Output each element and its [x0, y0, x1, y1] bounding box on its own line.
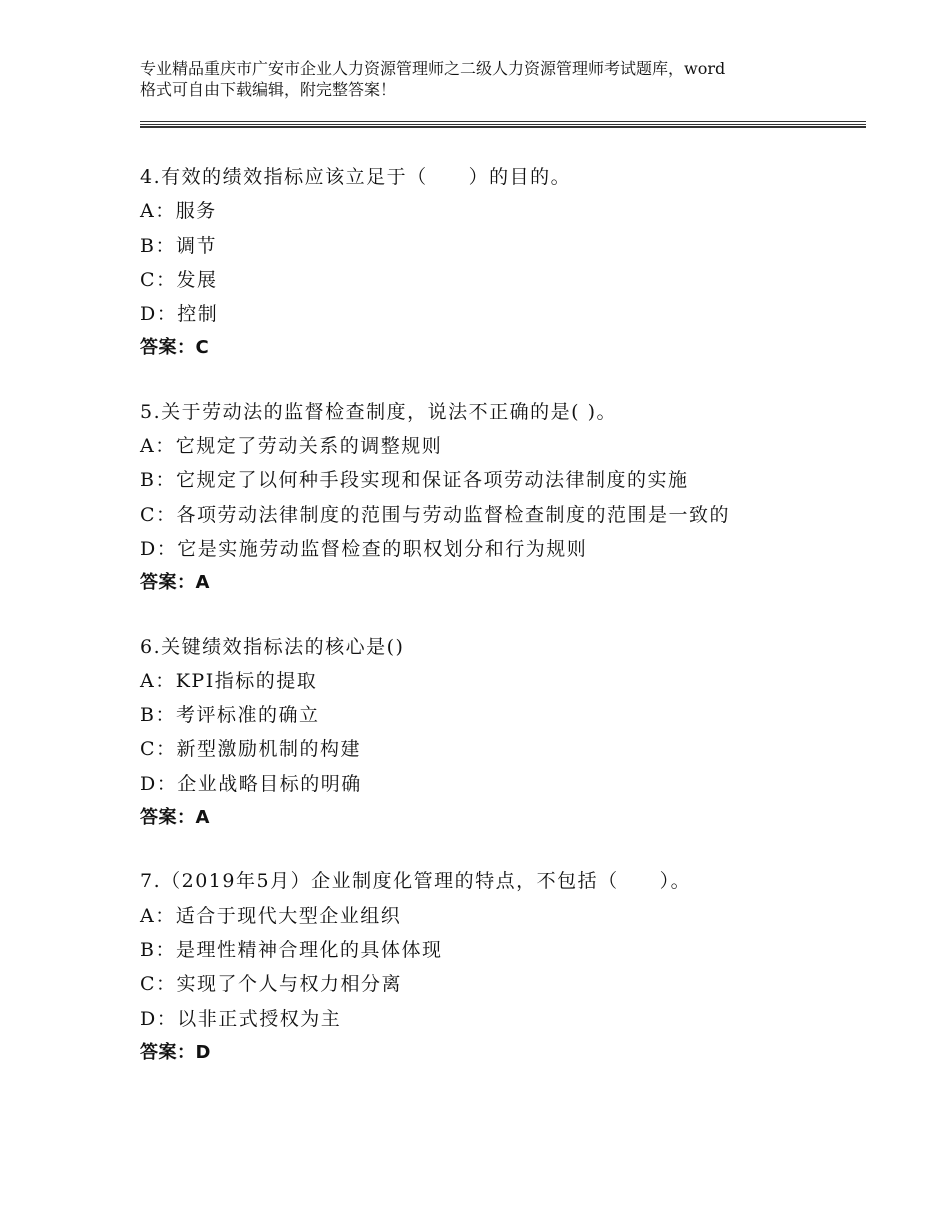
- option-c: C：各项劳动法律制度的范围与劳动监督检查制度的范围是一致的: [140, 503, 731, 526]
- question-5: [140, 395, 860, 601]
- option-b: B：它规定了以何种手段实现和保证各项劳动法律制度的实施: [140, 469, 689, 492]
- option-b: B：考评标准的确立: [140, 704, 320, 727]
- question-stem: 6.关键绩效指标法的核心是(): [140, 635, 405, 658]
- header-rule: [140, 124, 866, 125]
- option-d: D：控制: [140, 303, 219, 326]
- header-rule: [140, 126, 866, 128]
- question-list: [140, 160, 860, 1099]
- option-a: A：KPI指标的提取: [140, 669, 318, 692]
- document-header: [140, 58, 840, 100]
- question-stem: 7.（2019年5月）企业制度化管理的特点，不包括（ ）。: [140, 870, 692, 893]
- question-4: [140, 160, 860, 366]
- header-line-1: 专业精品重庆市广安市企业人力资源管理师之二级人力资源管理师考试题库，word: [140, 59, 726, 78]
- answer: 答案：A: [140, 572, 210, 594]
- option-d: D：以非正式授权为主: [140, 1007, 342, 1030]
- question-6: [140, 630, 860, 836]
- question-7: [140, 864, 860, 1070]
- option-b: B：是理性精神合理化的具体体现: [140, 938, 443, 961]
- option-a: A：服务: [140, 200, 217, 223]
- option-b: B：调节: [140, 234, 217, 257]
- option-c: C：新型激励机制的构建: [140, 738, 362, 761]
- option-d: D：它是实施劳动监督检查的职权划分和行为规则: [140, 537, 588, 560]
- question-stem: 4.有效的绩效指标应该立足于（ ）的目的。: [140, 166, 572, 188]
- answer: 答案：A: [140, 807, 210, 829]
- option-c: C：实现了个人与权力相分离: [140, 973, 403, 996]
- option-a: A：适合于现代大型企业组织: [140, 904, 402, 927]
- answer: 答案：C: [140, 337, 210, 359]
- option-c: C：发展: [140, 268, 218, 291]
- answer: 答案：D: [140, 1041, 211, 1063]
- header-rule: [140, 121, 866, 122]
- question-stem: 5.关于劳动法的监督检查制度，说法不正确的是( )。: [140, 400, 617, 423]
- option-d: D：企业战略目标的明确: [140, 772, 362, 795]
- option-a: A：它规定了劳动关系的调整规则: [140, 435, 443, 458]
- header-line-2: 格式可自由下载编辑，附完整答案！: [140, 80, 397, 99]
